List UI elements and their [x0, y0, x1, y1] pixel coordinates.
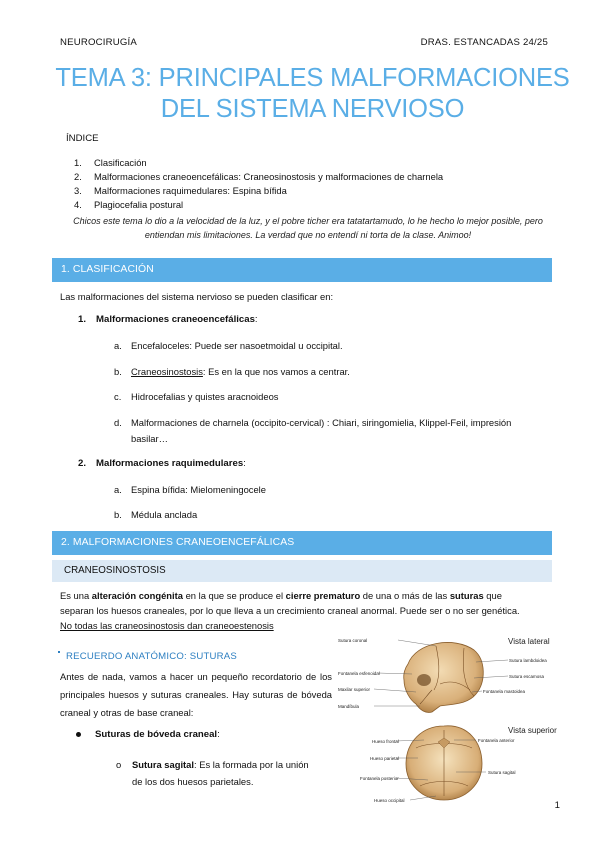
bullet-icon — [76, 732, 81, 737]
circle-bullet-icon: o — [116, 759, 122, 770]
group-raquimedulares: 2. Malformaciones raquimedulares: — [78, 458, 246, 469]
header-authors: DRAS. ESTANCADAS 24/25 — [420, 37, 548, 48]
label-fontanela-posterior: Fontanela posterior — [360, 776, 399, 781]
index-item: 4. Plagiocefalia postural — [74, 199, 184, 210]
label-hueso-frontal: Hueso frontal — [372, 739, 399, 744]
page-title — [40, 63, 585, 125]
index-item: 2. Malformaciones craneoencefálicas: Craneosinostosis y malformaciones de charnela — [74, 171, 444, 182]
label-sutura-escamosa: Sutura escamosa — [509, 674, 545, 679]
label-sutura-lambdoidea: Sutura lambdoidea — [509, 658, 547, 663]
label-mandibula: Mandíbula — [338, 704, 360, 709]
index-item: 1. Clasificación — [74, 157, 147, 168]
author-note: Chicos este tema lo dio a la velocidad de la luz, y el pobre ticher era tatatartamudo, lo he hecho lo mejor posible, pero entiendan mis limitaciones. La verdad que no entendí ni torta de la clase. Animoo! — [73, 216, 543, 240]
page-number: 1 — [554, 800, 560, 811]
label-hueso-occipital: Hueso occipital — [374, 798, 405, 803]
superior-view-title: Vista superior — [508, 726, 557, 735]
decorative-dot — [58, 651, 60, 653]
index-list — [74, 156, 443, 212]
label-fontanela-esfenoidal: Fontanela esfenoidal — [338, 671, 380, 676]
list-item: b. Médula anclada — [114, 509, 198, 520]
label-sutura-coronal: Sutura coronal — [338, 638, 368, 643]
list-item: b. Craneosinostosis: Es en la que nos vamos a centrar. — [114, 366, 350, 377]
index-item: 3. Malformaciones raquimedulares: Espina bífida — [74, 185, 287, 196]
skull-lateral-view — [404, 642, 484, 712]
recuerdo-heading: RECUERDO ANATÓMICO: SUTURAS — [66, 651, 237, 662]
skull-superior-view — [406, 726, 482, 800]
label-maxilar-superior: Maxilar superior — [338, 687, 371, 692]
label-sutura-sagital: Sutura sagital — [488, 770, 516, 775]
list-item: a. Espina bífida: Mielomeningocele — [114, 484, 266, 495]
index-heading: ÍNDICE — [66, 133, 99, 144]
title-line-1: TEMA 3: PRINCIPALES MALFORMACIONES — [55, 64, 570, 92]
list-item: c. Hidrocefalias y quistes aracnoideos — [114, 391, 279, 402]
section-bar-craneoencefalicas: 2. MALFORMACIONES CRANEOENCEFÁLICAS — [52, 531, 552, 555]
list-item: d. Malformaciones de charnela (occipito-cervical) : Chiari, siringomielia, Klippel-Feil, impresión basilar… — [114, 417, 512, 444]
group-craneoencefalicas: 1. Malformaciones craneoencefálicas: — [78, 314, 258, 325]
label-hueso-parietal: Hueso parietal — [370, 756, 400, 761]
section-bar-clasificacion: 1. CLASIFICACIÓN — [52, 258, 552, 282]
bullet-boveda: Suturas de bóveda craneal: — [76, 729, 220, 740]
recuerdo-text: Antes de nada, vamos a hacer un pequeño recordatorio de los principales huesos y suturas craneales. Hay suturas de bóveda craneal y otras de base craneal: — [60, 671, 332, 718]
subsection-bar-craneosinostosis: CRANEOSINOSTOSIS — [52, 560, 552, 582]
label-fontanela-anterior: Fontanela anterior — [478, 738, 515, 743]
header-subject: NEUROCIRUGÍA — [60, 37, 138, 48]
craneosinostosis-definition: Es una alteración congénita en la que se produce el cierre prematuro de una o más de las suturas que separan los huesos craneales, por lo que lleva a un crecimiento craneal anormal. Puede ser o no ser genética. No todas las craneosinostosis dan craneoestenosis — [60, 590, 520, 631]
label-fontanela-mastoidea: Fontanela mastoidea — [483, 689, 526, 694]
lateral-view-title: Vista lateral — [508, 637, 550, 646]
skull-figure — [336, 634, 558, 806]
clasificacion-intro: Las malformaciones del sistema nervioso se pueden clasificar en: — [60, 291, 334, 302]
list-item: a. Encefaloceles: Puede ser nasoetmoidal u occipital. — [114, 340, 343, 351]
title-line-2: DEL SISTEMA NERVIOSO — [160, 95, 465, 123]
sub-bullet-sagital: o Sutura sagital: Es la formada por la unión de los dos huesos parietales. — [116, 756, 309, 790]
